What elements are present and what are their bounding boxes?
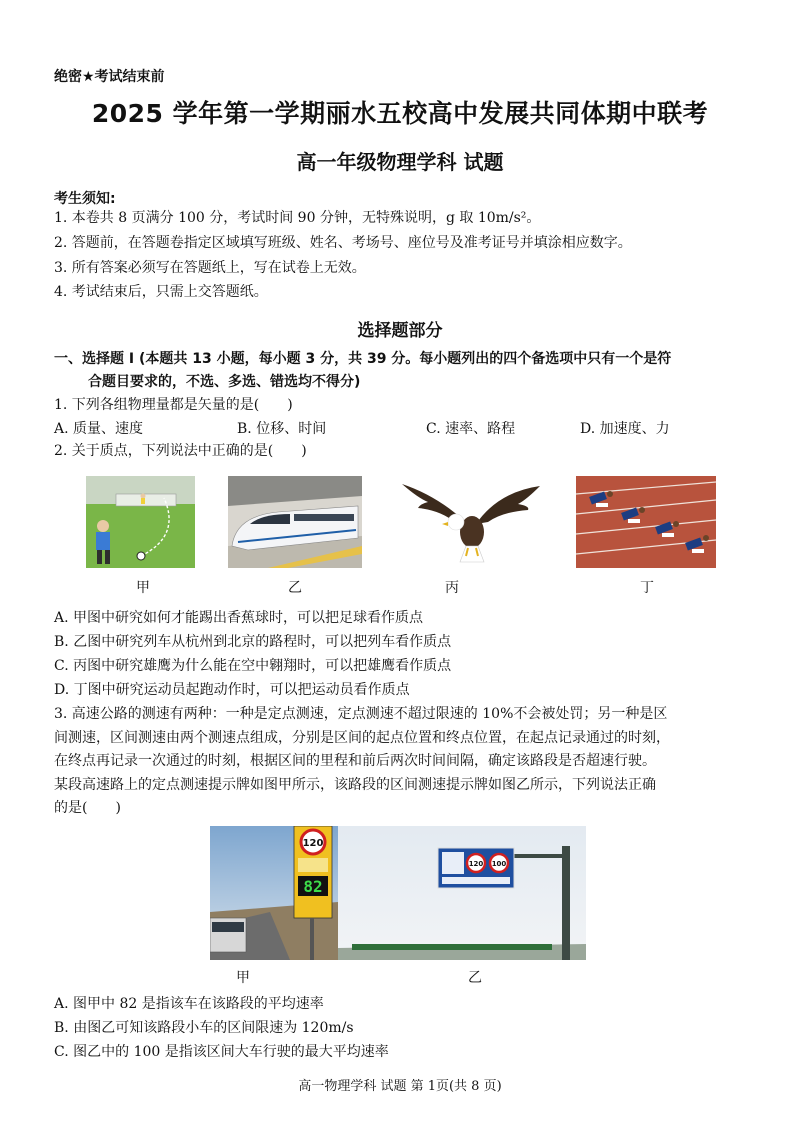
notice-item: 3. 所有答案必须写在答题纸上，写在试卷上无效。 xyxy=(54,260,366,276)
q3-stem-line: 间测速，区间测速由两个测速点组成，分别是区间的起点位置和终点位置，在起点记录通过的时刻， xyxy=(54,729,670,746)
sign-limit-text: 120 xyxy=(302,838,324,849)
section-title: 选择题部分 xyxy=(357,321,443,341)
q3-stem xyxy=(54,703,670,821)
soccer-image xyxy=(86,476,195,568)
train-image xyxy=(228,476,362,568)
sprinters-image xyxy=(576,476,716,568)
exam-subtitle: 高一年级物理学科 试题 xyxy=(296,150,504,174)
eagle-image xyxy=(398,476,544,568)
sign-car-limit-text: 120 xyxy=(468,860,484,868)
interval-sign-image xyxy=(338,826,586,960)
q3-caption-yi: 乙 xyxy=(468,970,482,986)
q1-option-c: C. 速率、路程 xyxy=(426,421,516,437)
q3-option-a: A. 图甲中 82 是指该车在该路段的平均速率 xyxy=(54,996,324,1012)
section-instruction-cont: 合题目要求的，不选、多选、错选均不得分) xyxy=(88,374,361,390)
q2-caption-ding: 丁 xyxy=(640,580,654,596)
q1-option-d: D. 加速度、力 xyxy=(580,421,670,437)
q2-stem: 2. 关于质点，下列说法中正确的是( ) xyxy=(54,443,307,459)
q2-caption-yi: 乙 xyxy=(288,580,302,596)
confidential-label: 绝密★考试结束前 xyxy=(54,69,165,85)
q3-stem-line: 的是( ) xyxy=(54,800,121,816)
notice-item: 4. 考试结束后，只需上交答题纸。 xyxy=(54,284,268,300)
section-instruction: 一、选择题 I (本题共 13 小题，每小题 3 分，共 39 分。每小题列出的四个备选项中只有一个是符 xyxy=(54,351,672,367)
sign-truck-limit-text: 100 xyxy=(491,860,507,868)
page-footer: 高一物理学科 试题 第 1页(共 8 页) xyxy=(298,1079,502,1094)
q2-option-b: B. 乙图中研究列车从杭州到北京的路程时，可以把列车看作质点 xyxy=(54,634,452,650)
q2-option-a: A. 甲图中研究如何才能踢出香蕉球时，可以把足球看作质点 xyxy=(54,610,424,626)
q2-option-c: C. 丙图中研究雄鹰为什么能在空中翱翔时，可以把雄鹰看作质点 xyxy=(54,658,452,674)
q3-option-b: B. 由图乙可知该路段小车的区间限速为 120m/s xyxy=(54,1020,354,1036)
q1-option-b: B. 位移、时间 xyxy=(237,421,327,437)
notice-item: 1. 本卷共 8 页满分 100 分，考试时间 90 分钟，无特殊说明，g 取 10m/s²。 xyxy=(54,210,541,226)
q3-stem-line: 在终点再记录一次通过的时刻，根据区间的里程和前后两次时间间隔，确定该路段是否超速行驶。 xyxy=(54,753,656,769)
q2-caption-jia: 甲 xyxy=(136,580,150,596)
q2-caption-bing: 丙 xyxy=(445,580,459,596)
q1-option-a: A. 质量、速度 xyxy=(54,421,144,437)
q2-option-d: D. 丁图中研究运动员起跑动作时，可以把运动员看作质点 xyxy=(54,682,410,698)
speed-sign-image xyxy=(210,826,338,960)
q3-option-c: C. 图乙中的 100 是指该区间大车行驶的最大平均速率 xyxy=(54,1044,389,1060)
q3-caption-jia: 甲 xyxy=(236,970,250,986)
notice-item: 2. 答题前，在答题卷指定区域填写班级、姓名、考场号、座位号及准考证号并填涂相应数字。 xyxy=(54,235,632,251)
notice-heading: 考生须知: xyxy=(54,191,116,207)
q3-stem-line: 3. 高速公路的测速有两种：一种是定点测速，定点测速不超过限速的 10%不会被处罚；另一种是区 xyxy=(54,706,668,722)
q3-stem-line: 某段高速路上的定点测速提示牌如图甲所示，该路段的区间测速提示牌如图乙所示，下列说法正确 xyxy=(54,776,656,793)
exam-title: 2025 学年第一学期丽水五校高中发展共同体期中联考 xyxy=(91,99,709,128)
q1-stem: 1. 下列各组物理量都是矢量的是( ) xyxy=(54,397,293,413)
sign-speed-text: 82 xyxy=(303,877,323,896)
